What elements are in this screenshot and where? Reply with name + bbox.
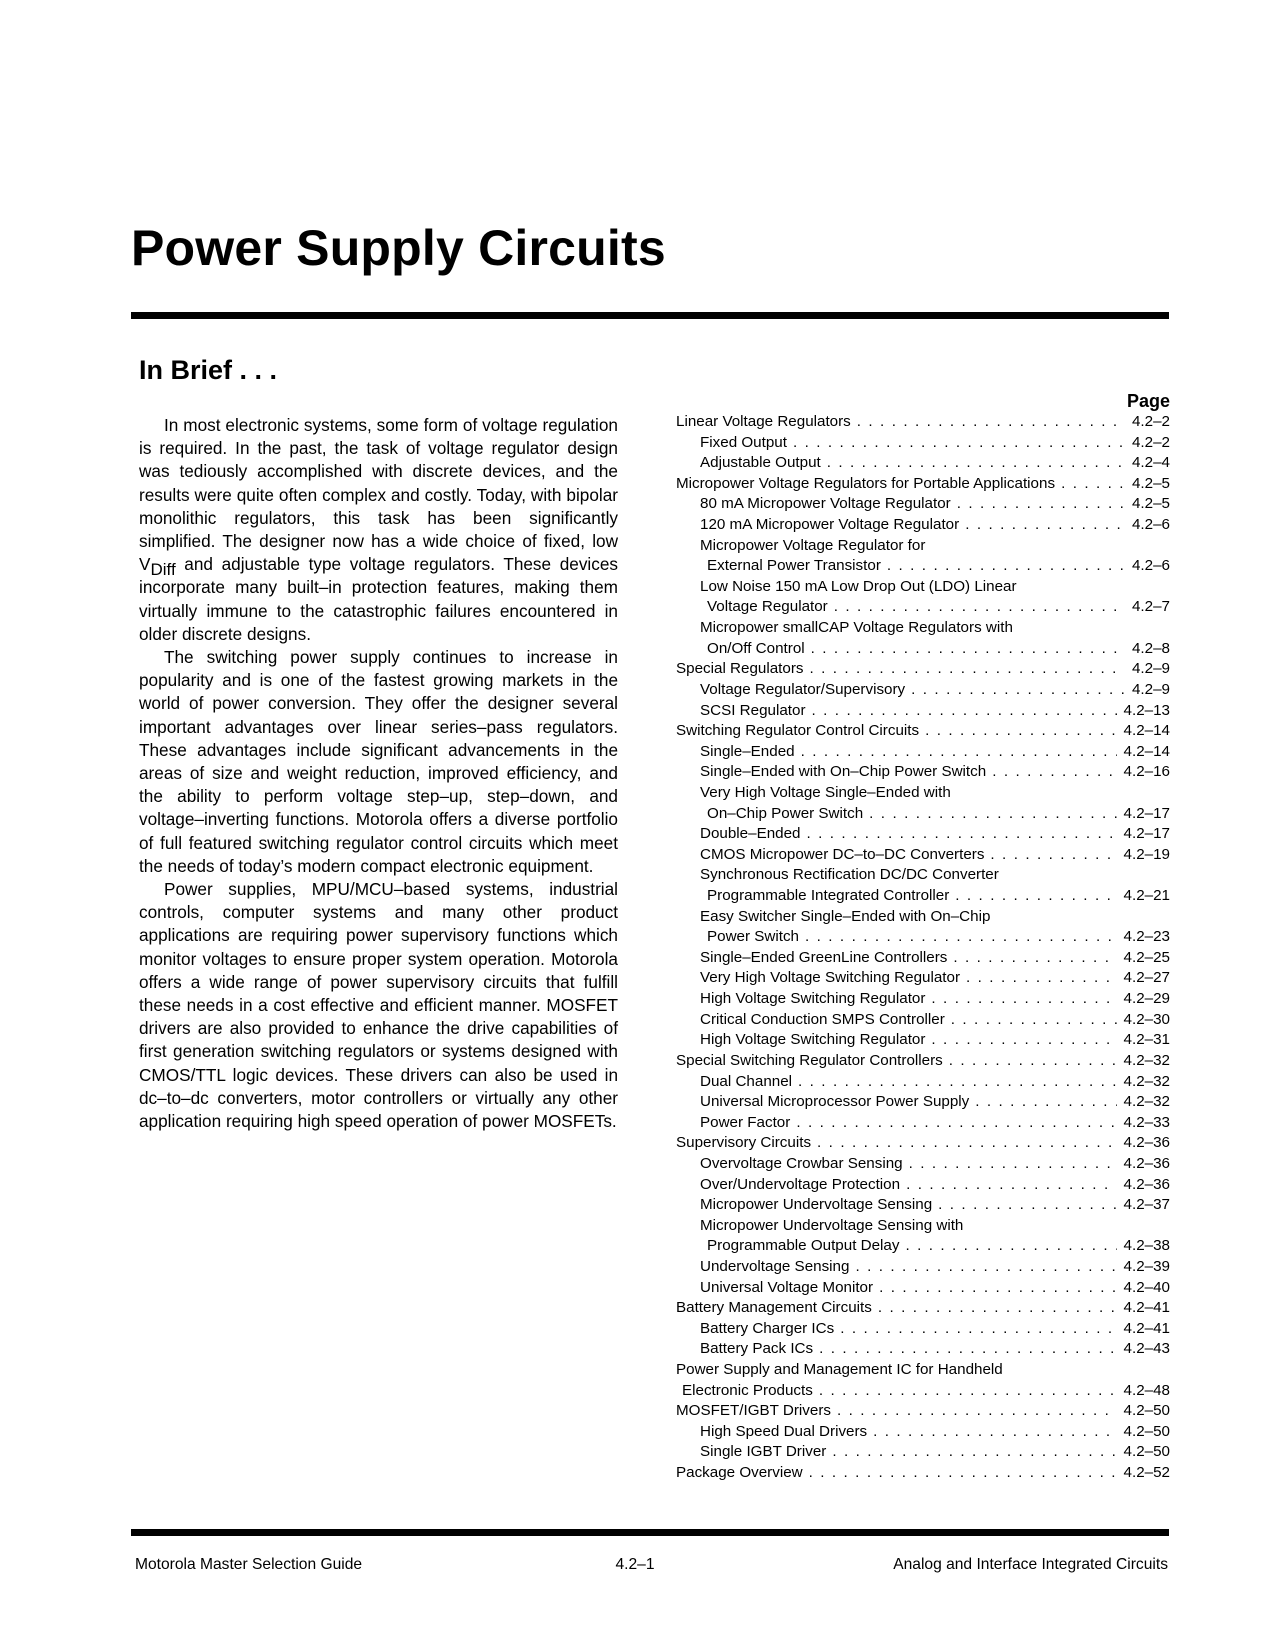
toc-entry[interactable]: Critical Conduction SMPS Controller . . . 4.2–30 — [676, 1010, 1170, 1031]
toc-entry-first-line[interactable]: Micropower smallCAP Voltage Regulators with — [700, 619, 1013, 637]
toc-entry[interactable]: High Speed Dual Drivers . . . 4.2–50 — [676, 1422, 1170, 1443]
page-number: 4.2–1 — [615, 1556, 655, 1573]
toc-page-header: Page — [1126, 391, 1170, 411]
intro-text — [139, 414, 618, 1133]
toc-entry[interactable]: Single–Ended with On–Chip Power Switch . . . 4.2–16 — [676, 762, 1170, 783]
intro-p1-before: In most electronic systems, some form of voltage regulation is required. In the past, the task of voltage regulator design was tediously accomplished with discrete devices, and the results were quite often complex and costly. Today, with bipolar monolithic regulators, this task has been significantly simplified. The designer now has a wide choice of fixed, low V — [139, 415, 618, 575]
toc-entry[interactable]: Electronic Products . . . 4.2–48 — [676, 1381, 1170, 1402]
toc-entry[interactable]: Special Switching Regulator Controllers . . . 4.2–32 — [676, 1051, 1170, 1072]
toc-entry-first-line[interactable]: Micropower Undervoltage Sensing with — [700, 1216, 964, 1234]
toc-entry[interactable]: Single–Ended . . . 4.2–14 — [676, 742, 1170, 763]
toc-entry[interactable]: External Power Transistor . . . 4.2–6 — [676, 556, 1170, 577]
toc-entry[interactable]: Micropower Undervoltage Sensing . . . 4.2–37 — [676, 1195, 1170, 1216]
intro-paragraph-3: Power supplies, MPU/MCU–based systems, industrial controls, computer systems and many other product applications are requiring power supervisory functions which monitor voltages to ensure proper system operation. Motorola offers a wide range of power supervisory circuits that fulfill these needs in a cost effective and efficient manner. MOSFET drivers are also provided to enhance the drive capabilities of first generation switching regulators or systems designed with CMOS/TTL logic devices. These drivers can also be used in dc–to–dc converters, motor controllers or virtually any other application requiring high speed operation of power MOSFETs. — [139, 879, 618, 1132]
footer-right: Analog and Interface Integrated Circuits — [893, 1556, 1168, 1573]
toc-entry[interactable]: MOSFET/IGBT Drivers . . . 4.2–50 — [676, 1401, 1170, 1422]
toc-entry[interactable]: On/Off Control . . . 4.2–8 — [676, 639, 1170, 660]
toc-entry-first-line[interactable]: Micropower Voltage Regulator for — [700, 536, 926, 554]
toc-entry[interactable]: Micropower Voltage Regulators for Portable Applications . . . 4.2–5 — [676, 474, 1170, 495]
toc-entry[interactable]: Single IGBT Driver . . . 4.2–50 — [676, 1442, 1170, 1463]
toc-entry[interactable]: Double–Ended . . . 4.2–17 — [676, 824, 1170, 845]
footer-left: Motorola Master Selection Guide — [135, 1556, 363, 1573]
toc-entry[interactable]: Voltage Regulator/Supervisory . . . 4.2–9 — [676, 680, 1170, 701]
toc-entry[interactable]: Special Regulators . . . 4.2–9 — [676, 659, 1170, 680]
toc-entry[interactable]: On–Chip Power Switch . . . 4.2–17 — [676, 804, 1170, 825]
toc-entry[interactable]: Battery Management Circuits . . . 4.2–41 — [676, 1298, 1170, 1319]
intro-p1-after: and adjustable type voltage regulators. These devices incorporate many built–in protection features, making them virtually immune to the catastrophic failures encountered in older discrete designs. — [139, 554, 618, 644]
toc-entry[interactable]: Power Switch . . . 4.2–23 — [676, 927, 1170, 948]
toc-entry[interactable]: Linear Voltage Regulators . . . 4.2–2 — [676, 412, 1170, 433]
toc-entry[interactable]: Battery Pack ICs . . . 4.2–43 — [676, 1339, 1170, 1360]
intro-paragraph-1 — [139, 414, 618, 646]
intro-paragraph-2: The switching power supply continues to increase in popularity and is one of the fastest growing markets in the world of power conversion. They offer the designer several important advantages over linear series–pass regulators. These advantages include significant advancements in the areas of size and weight reduction, improved efficiency, and the ability to perform voltage step–up, step–down, and voltage–inverting functions. Motorola offers a diverse portfolio of full featured switching regulator control circuits which meet the needs of today’s modern compact electronic equipment. — [139, 647, 618, 876]
toc-entry[interactable]: Very High Voltage Switching Regulator . . . 4.2–27 — [676, 968, 1170, 989]
toc-entry[interactable]: Dual Channel . . . 4.2–32 — [676, 1072, 1170, 1093]
toc-entry[interactable]: CMOS Micropower DC–to–DC Converters . . . 4.2–19 — [676, 845, 1170, 866]
toc-entry[interactable]: SCSI Regulator . . . 4.2–13 — [676, 701, 1170, 722]
toc-entry[interactable]: Power Factor . . . 4.2–33 — [676, 1113, 1170, 1134]
intro-p1-subscript: Diff — [150, 560, 176, 580]
toc-entry[interactable]: Fixed Output . . . 4.2–2 — [676, 433, 1170, 454]
toc-entry[interactable]: Over/Undervoltage Protection . . . 4.2–36 — [676, 1175, 1170, 1196]
toc-entry[interactable]: Undervoltage Sensing . . . 4.2–39 — [676, 1257, 1170, 1278]
toc-entry[interactable]: High Voltage Switching Regulator . . . 4.2–31 — [676, 1030, 1170, 1051]
toc-entry-first-line[interactable]: Synchronous Rectification DC/DC Converter — [700, 866, 999, 884]
toc-entry[interactable]: Universal Voltage Monitor . . . 4.2–40 — [676, 1278, 1170, 1299]
toc-entry[interactable]: Universal Microprocessor Power Supply . . . 4.2–32 — [676, 1092, 1170, 1113]
top-rule — [131, 312, 1169, 319]
toc-entry[interactable]: 120 mA Micropower Voltage Regulator . . . 4.2–6 — [676, 515, 1170, 536]
toc-entry[interactable]: 80 mA Micropower Voltage Regulator . . . 4.2–5 — [676, 494, 1170, 515]
toc-entry-first-line[interactable]: Easy Switcher Single–Ended with On–Chip — [700, 907, 991, 925]
toc-entry-first-line[interactable]: Power Supply and Management IC for Handheld — [676, 1361, 1003, 1379]
toc-entry[interactable]: Programmable Output Delay . . . 4.2–38 — [676, 1236, 1170, 1257]
toc-entry-first-line[interactable]: Low Noise 150 mA Low Drop Out (LDO) Linear — [700, 577, 1017, 595]
toc-entry[interactable]: Overvoltage Crowbar Sensing . . . 4.2–36 — [676, 1154, 1170, 1175]
toc-entry[interactable]: Programmable Integrated Controller . . . 4.2–21 — [676, 886, 1170, 907]
toc-entry[interactable]: Voltage Regulator . . . 4.2–7 — [676, 597, 1170, 618]
toc-entry-first-line[interactable]: Very High Voltage Single–Ended with — [700, 783, 951, 801]
toc-entry[interactable]: High Voltage Switching Regulator . . . 4.2–29 — [676, 989, 1170, 1010]
toc-entry[interactable]: Switching Regulator Control Circuits . . . 4.2–14 — [676, 721, 1170, 742]
toc-entry[interactable]: Adjustable Output . . . 4.2–4 — [676, 453, 1170, 474]
toc-entry[interactable]: Single–Ended GreenLine Controllers . . . 4.2–25 — [676, 948, 1170, 969]
table-of-contents — [676, 390, 1170, 1484]
toc-entry[interactable]: Supervisory Circuits . . . 4.2–36 — [676, 1133, 1170, 1154]
toc-entry[interactable]: Battery Charger ICs . . . 4.2–41 — [676, 1319, 1170, 1340]
page-title: Power Supply Circuits — [131, 220, 666, 276]
section-heading: In Brief . . . — [139, 355, 278, 385]
toc-entry[interactable]: Package Overview . . . 4.2–52 — [676, 1463, 1170, 1484]
bottom-rule — [131, 1529, 1169, 1536]
